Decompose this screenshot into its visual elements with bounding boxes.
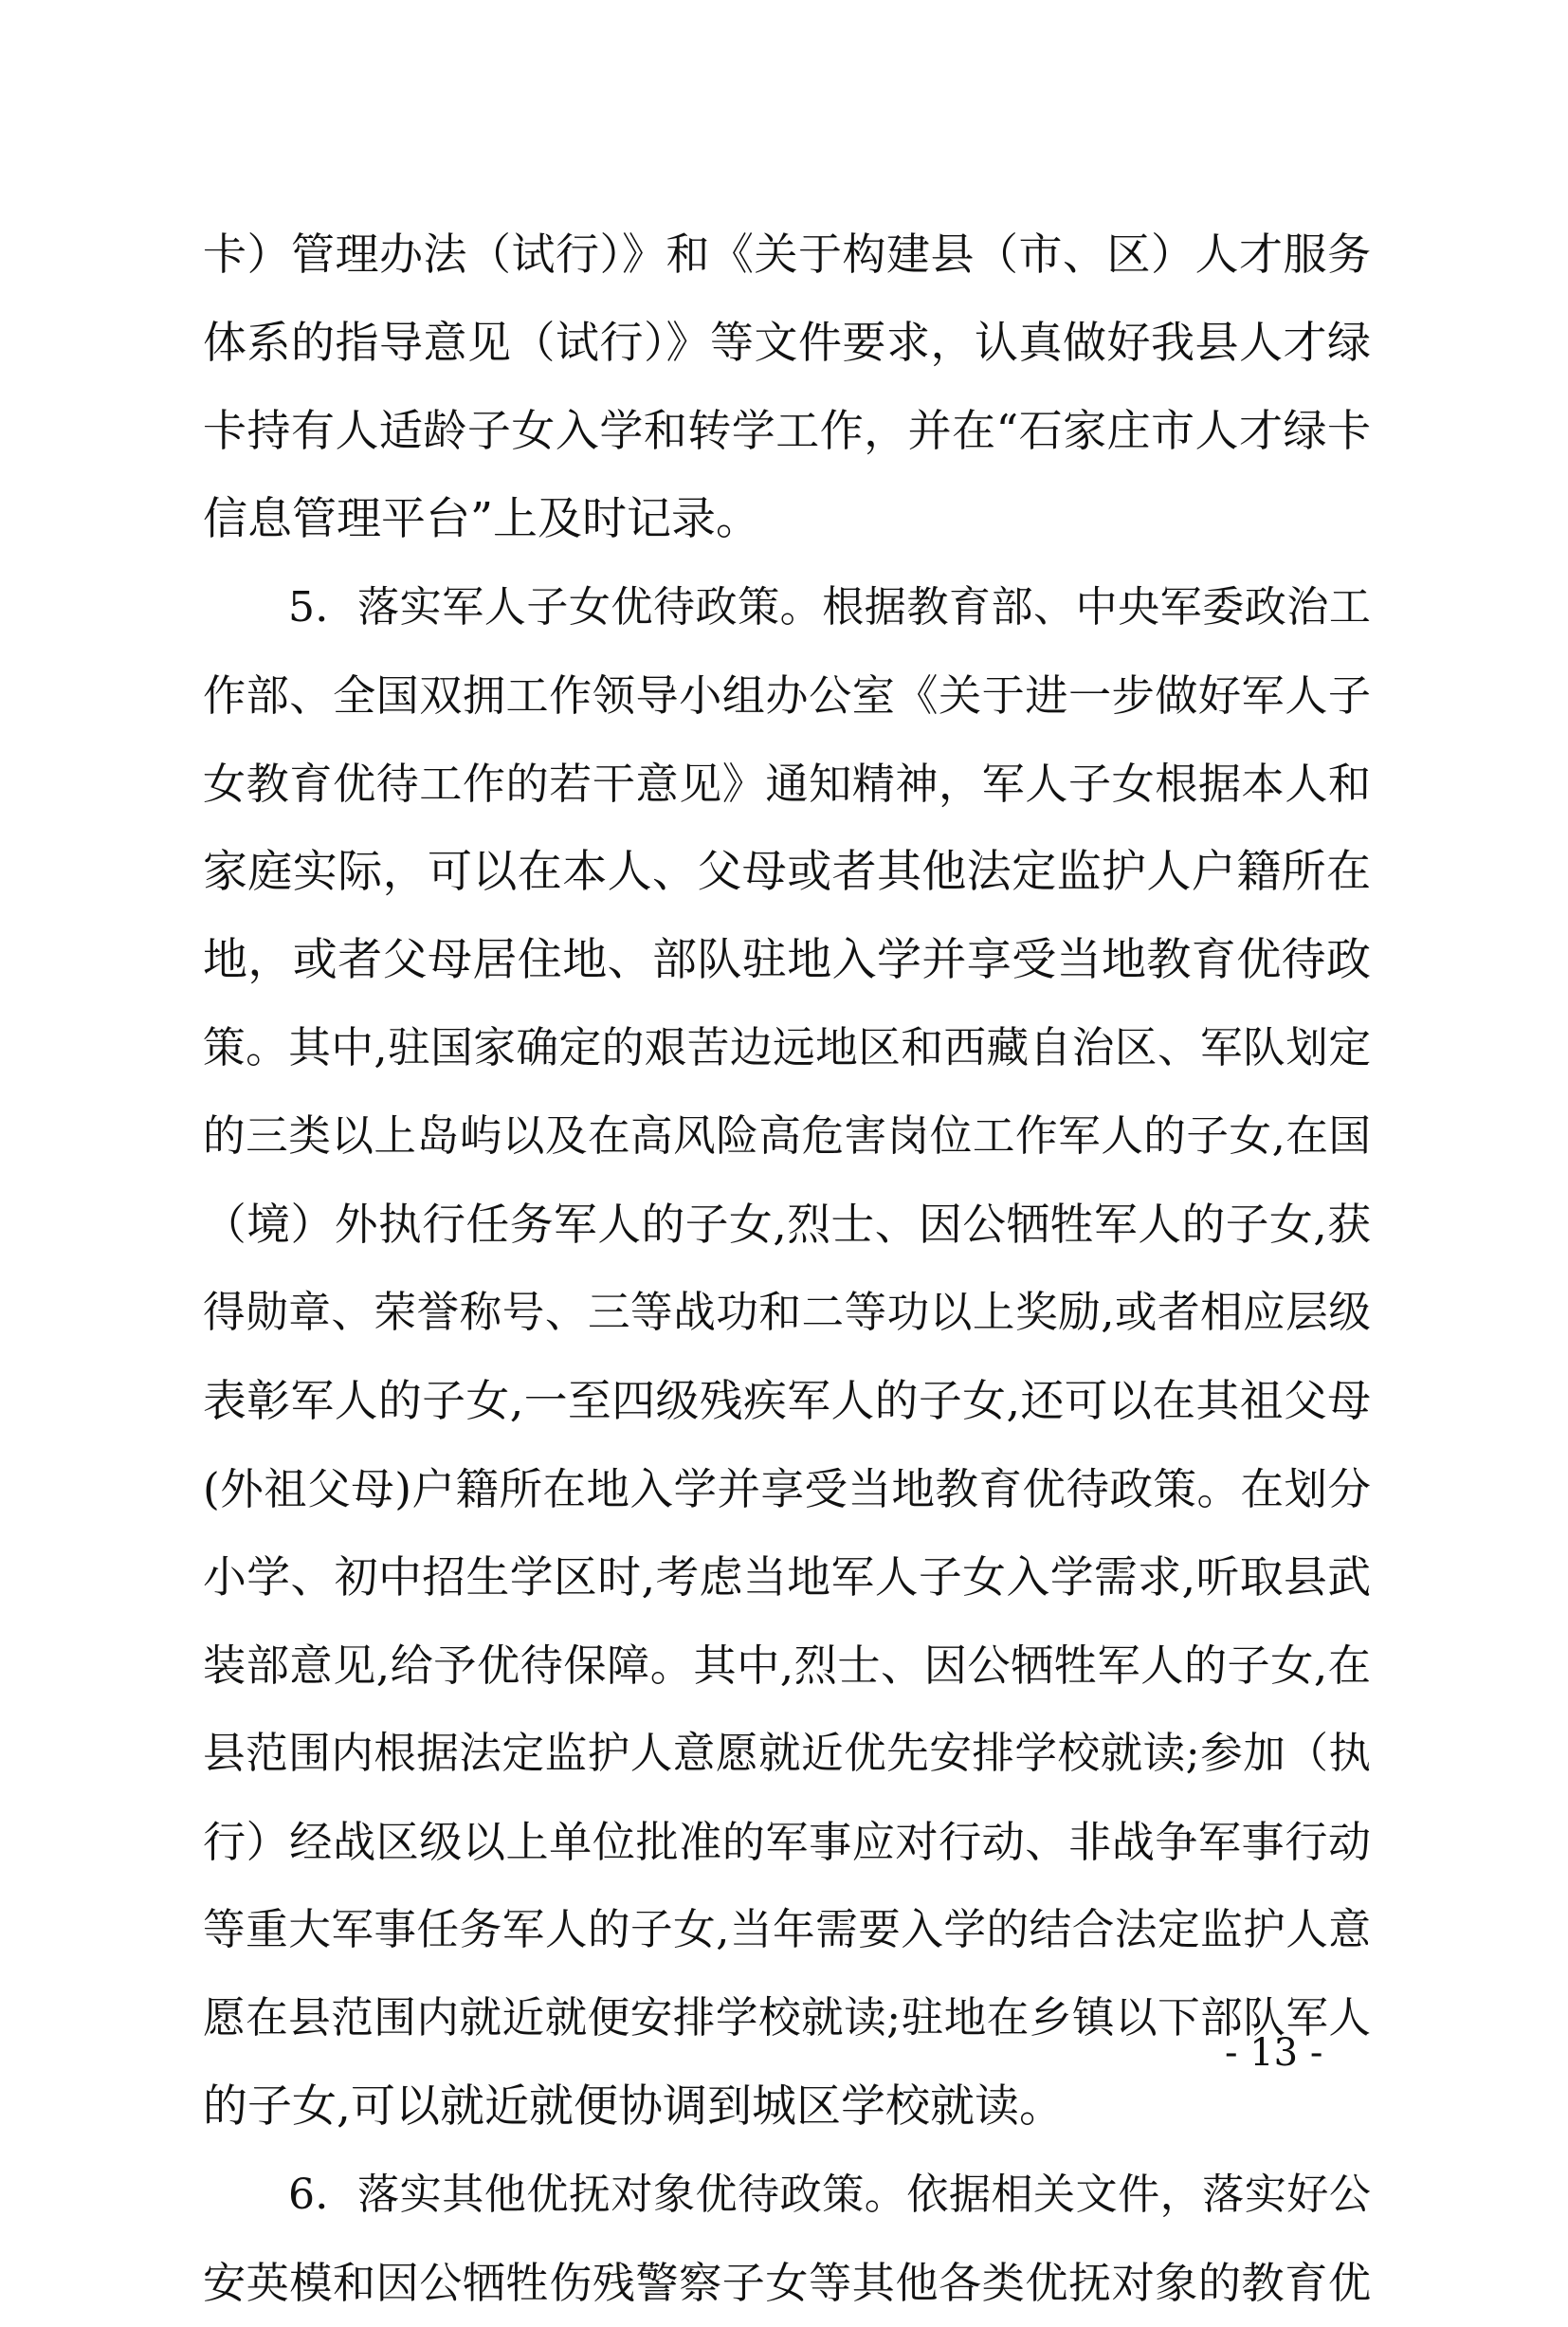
paragraph-military-children	[203, 563, 1371, 2151]
text-line: 作部、全国双拥工作领导小组办公室《关于进一步做好军人子	[203, 670, 1371, 721]
text-line: 家庭实际，可以在本人、父母或者其他法定监护人户籍所在	[203, 846, 1371, 898]
text-line: 6．落实其他优抚对象优待政策。依据相关文件，落实好公	[288, 2171, 1371, 2219]
text-line: 体系的指导意见（试行）》等文件要求，认真做好我县人才绿	[203, 317, 1371, 368]
text-line: 卡持有人适龄子女入学和转学工作，并在“石家庄市人才绿卡	[203, 405, 1371, 456]
text-line: 装部意见,给予优待保障。其中,烈士、因公牺牲军人的子女,在	[203, 1640, 1371, 1691]
text-line: 卡）管理办法（试行）》和《关于构建县（市、区）人才服务	[203, 229, 1371, 280]
text-line: 愿在县范围内就近就便安排学校就读;驻地在乡镇以下部队军人	[203, 1993, 1371, 2043]
text-line: 地，或者父母居住地、部队驻地入学并享受当地教育优待政	[203, 934, 1371, 986]
text-line: 表彰军人的子女,一至四级残疾军人的子女,还可以在其祖父母	[203, 1376, 1371, 1426]
text-line: 小学、初中招生学区时,考虑当地军人子女入学需求,听取县武	[203, 1552, 1371, 1603]
text-line: 行）经战区级以上单位批准的军事应对行动、非战争军事行动	[203, 1817, 1371, 1867]
page-number: - 13 -	[1225, 2031, 1323, 2075]
text-line: (外祖父母)户籍所在地入学并享受当地教育优待政策。在划分	[203, 1464, 1371, 1514]
text-line: 等重大军事任务军人的子女,当年需要入学的结合法定监护人意	[203, 1905, 1371, 1954]
text-line: 策。其中,驻国家确定的艰苦边远地区和西藏自治区、军队划定	[203, 1023, 1371, 1072]
text-line: 的子女,可以就近就便协调到城区学校就读。	[203, 2080, 1064, 2133]
paragraph-other-beneficiaries	[203, 2151, 1371, 2327]
document-body	[203, 211, 1371, 2327]
text-line: 女教育优待工作的若干意见》通知精神，军人子女根据本人和	[203, 759, 1371, 809]
text-line: 的三类以上岛屿以及在高风险高危害岗位工作军人的子女,在国	[203, 1111, 1371, 1161]
text-line: 得勋章、荣誉称号、三等战功和二等功以上奖励,或者相应层级	[203, 1288, 1371, 1337]
text-line: 县范围内根据法定监护人意愿就近优先安排学校就读;参加（执	[203, 1729, 1371, 1778]
text-line: （境）外执行任务军人的子女,烈士、因公牺牲军人的子女,获	[203, 1200, 1371, 1250]
paragraph-talent-card	[203, 211, 1371, 563]
text-line: 安英模和因公牺牲伤残警察子女等其他各类优抚对象的教育优	[203, 2258, 1371, 2308]
text-line: 信息管理平台”上及时记录。	[203, 493, 761, 545]
text-line: 5．落实军人子女优待政策。根据教育部、中央军委政治工	[288, 583, 1371, 632]
